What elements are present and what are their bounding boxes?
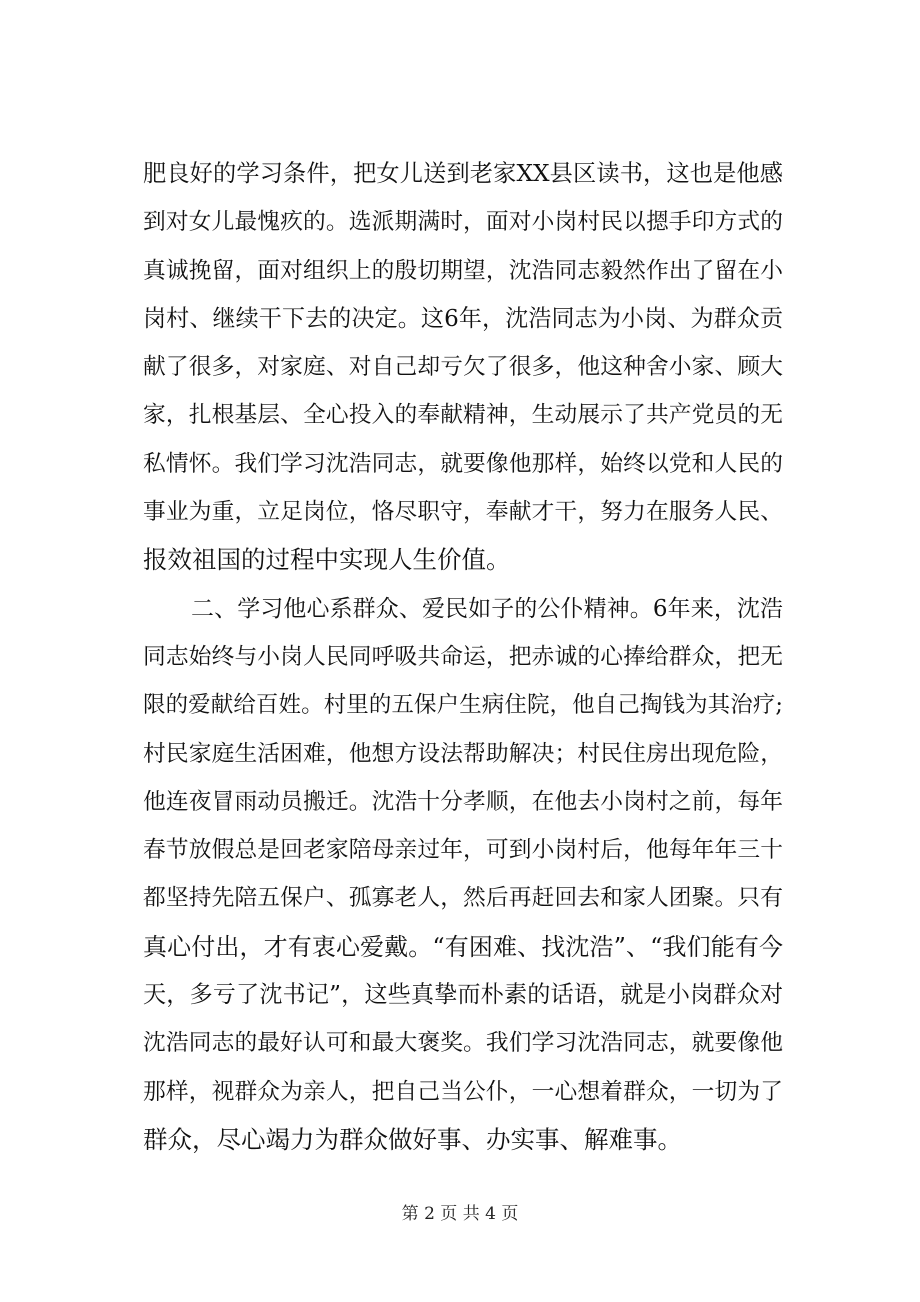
text-line: 天，多亏了沈书记”，这些真挚而朴素的话语，就是小岗群众对: [143, 982, 783, 1009]
text-line: 私情怀。我们学习沈浩同志，就要像他那样，始终以党和人民的: [143, 450, 783, 477]
text-line: 到对女儿最愧疚的。选派期满时，面对小岗村民以摁手印方式的: [143, 209, 783, 236]
page-footer: [0, 1202, 920, 1226]
text-line: 他连夜冒雨动员搬迁。沈浩十分孝顺，在他去小岗村之前，每年: [143, 788, 783, 815]
text-line: 真心付出，才有衷心爱戴。“有困难、找沈浩”、“我们能有今: [143, 932, 783, 961]
text-line: 群众，尽心竭力为群众做好事、办实事、解难事。: [143, 1124, 682, 1154]
text-line: 真诚挽留，面对组织上的殷切期望，沈浩同志毅然作出了留在小: [143, 257, 783, 284]
text-line: 村民家庭生活困难，他想方设法帮助解决；村民住房出现危险，: [143, 740, 783, 767]
text-line: 同志始终与小岗人民同呼吸共命运，把赤诚的心捧给群众，把无: [143, 643, 783, 670]
text-line: 岗村、继续干下去的决定。这6年，沈浩同志为小岗、为群众贡: [143, 305, 783, 332]
text-line: 事业为重，立足岗位，恪尽职守，奉献才干，努力在服务人民、: [143, 499, 783, 526]
text-line: 献了很多，对家庭、对自己却亏欠了很多，他这种舍小家、顾大: [143, 354, 783, 381]
text-line: 都坚持先陪五保户、孤寡老人，然后再赶回去和家人团聚。只有: [143, 885, 783, 912]
text-line: 春节放假总是回老家陪母亲过年，可到小岗村后，他每年年三十: [143, 837, 783, 864]
text-line: 二、学习他心系群众、爱民如子的公仆精神。6年来，沈浩: [191, 595, 783, 622]
paragraph: [143, 150, 783, 585]
text-line: 那样，视群众为亲人，把自己当公仆，一心想着群众，一切为了: [143, 1078, 783, 1105]
text-line: 沈浩同志的最好认可和最大褒奖。我们学习沈浩同志，就要像他: [143, 1030, 783, 1057]
body-text: [143, 150, 783, 1164]
text-line: 家，扎根基层、全心投入的奉献精神，生动展示了共产党员的无: [143, 402, 783, 429]
text-line: 肥良好的学习条件，把女儿送到老家XX县区读书，这也是他感: [143, 160, 783, 187]
text-line: 报效祖国的过程中实现人生价值。: [143, 545, 511, 575]
paragraph: [143, 585, 783, 1165]
page-number: 第 2 页 共 4 页: [401, 1204, 519, 1224]
text-line: 限的爱献给百姓。村里的五保户生病住院，他自己掏钱为其治疗;: [143, 692, 783, 719]
